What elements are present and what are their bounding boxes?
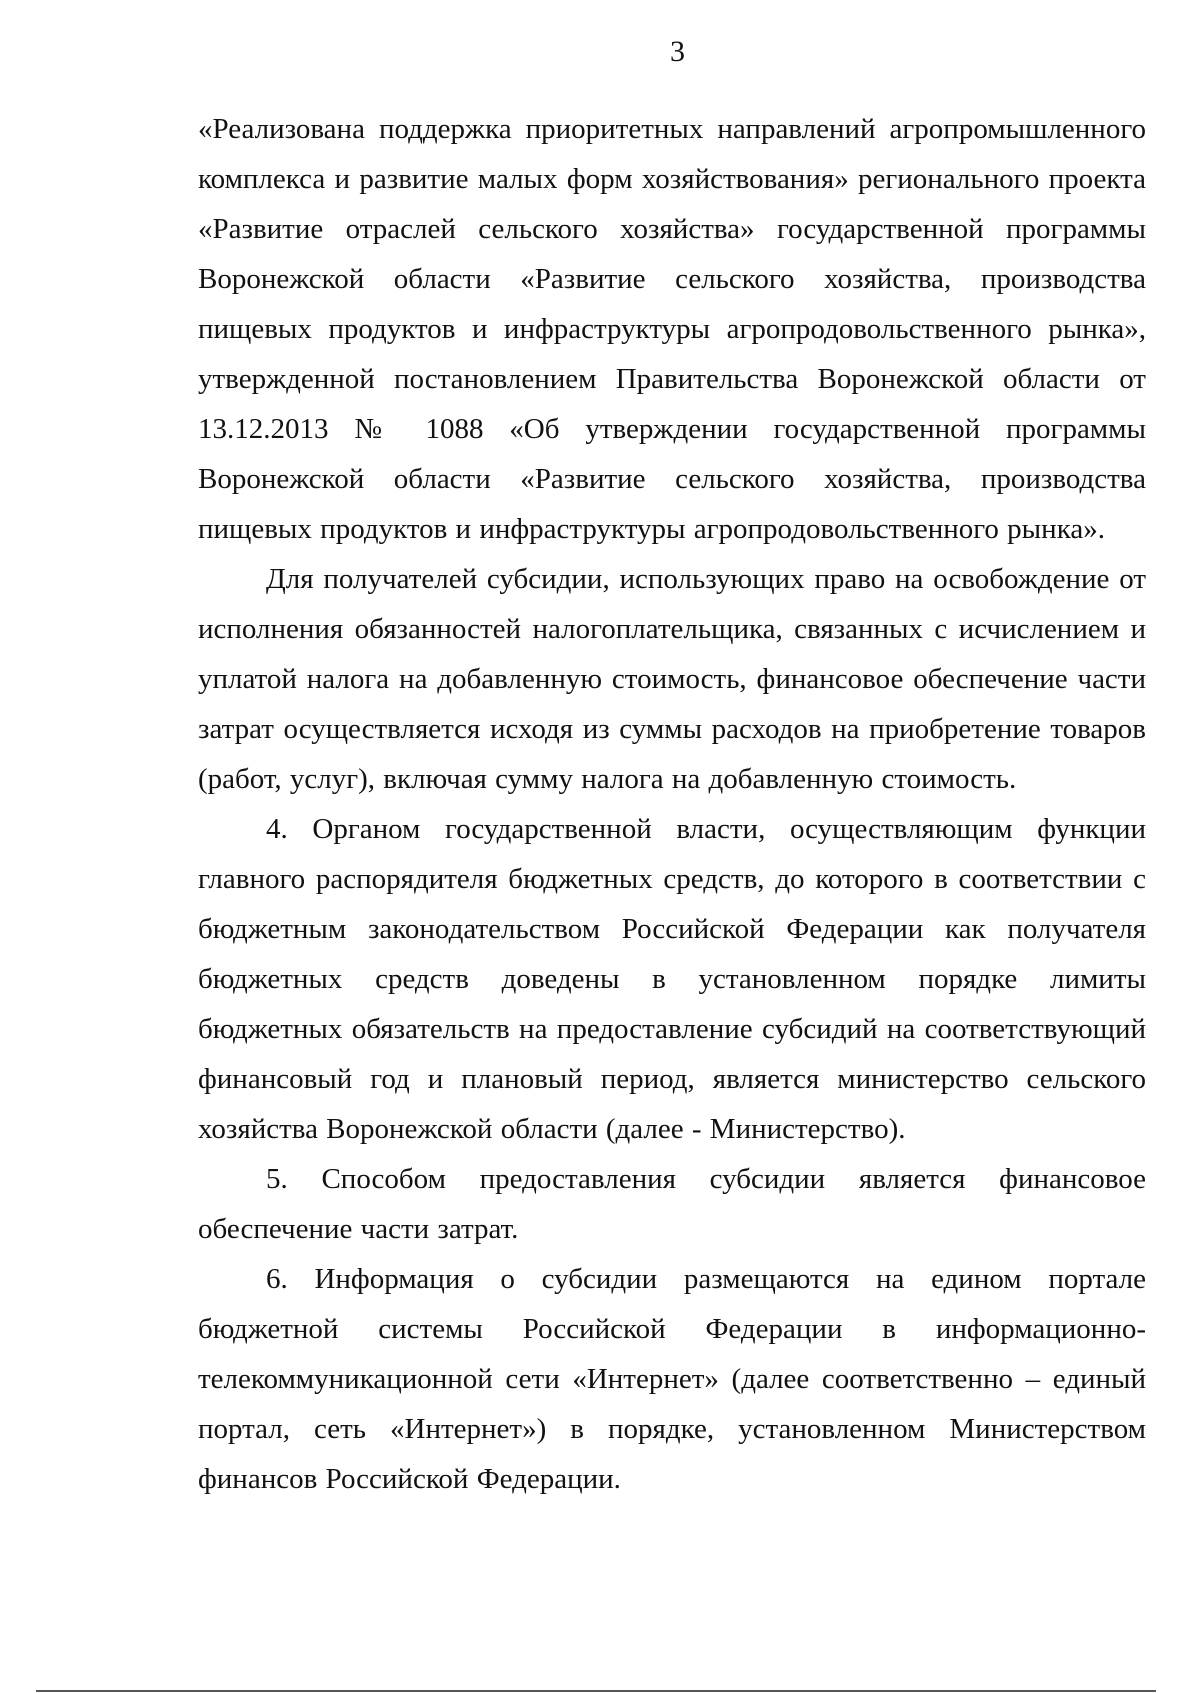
- paragraph-program-reference: «Реализована поддержка приоритетных направлений агропромышленного комплекса и развитие малых форм хозяйствования» регионального проекта «Развитие отраслей сельского хозяйства» государственной программы Воронежской области «Развитие сельского хозяйства, производства пищевых продуктов и инфраструктуры агропродовольственного рынка», утвержденной постановлением Правительства Воронежской области от 13.12.2013 № 1088 «Об утверждении государственной программы Воронежской области «Развитие сельского хозяйства, производства пищевых продуктов и инфраструктуры агропродовольственного рынка».: [198, 113, 1146, 545]
- page-number: 3: [670, 35, 685, 68]
- paragraph-item-6: 6. Информация о субсидии размещаются на едином портале бюджетной системы Российской Федерации в информационно-телекоммуникационной сети «Интернет» (далее соответственно – единый портал, сеть «Интернет») в порядке, установленном Министерством финансов Российской Федерации.: [198, 1263, 1146, 1495]
- paragraph-vat-exemption: Для получателей субсидии, использующих право на освобождение от исполнения обязанностей налогоплательщика, связанных с исчислением и уплатой налога на добавленную стоимость, финансовое обеспечение части затрат осуществляется исходя из суммы расходов на приобретение товаров (работ, услуг), включая сумму налога на добавленную стоимость.: [198, 563, 1146, 795]
- document-body: [198, 104, 1146, 1504]
- bottom-rule: [36, 1690, 1156, 1692]
- paragraph-item-5: 5. Способом предоставления субсидии является финансовое обеспечение части затрат.: [198, 1163, 1146, 1245]
- paragraph-item-4: 4. Органом государственной власти, осуществляющим функции главного распорядителя бюджетных средств, до которого в соответствии с бюджетным законодательством Российской Федерации как получателя бюджетных средств доведены в установленном порядке лимиты бюджетных обязательств на предоставление субсидий на соответствующий финансовый год и плановый период, является министерство сельского хозяйства Воронежской области (далее - Министерство).: [198, 813, 1146, 1145]
